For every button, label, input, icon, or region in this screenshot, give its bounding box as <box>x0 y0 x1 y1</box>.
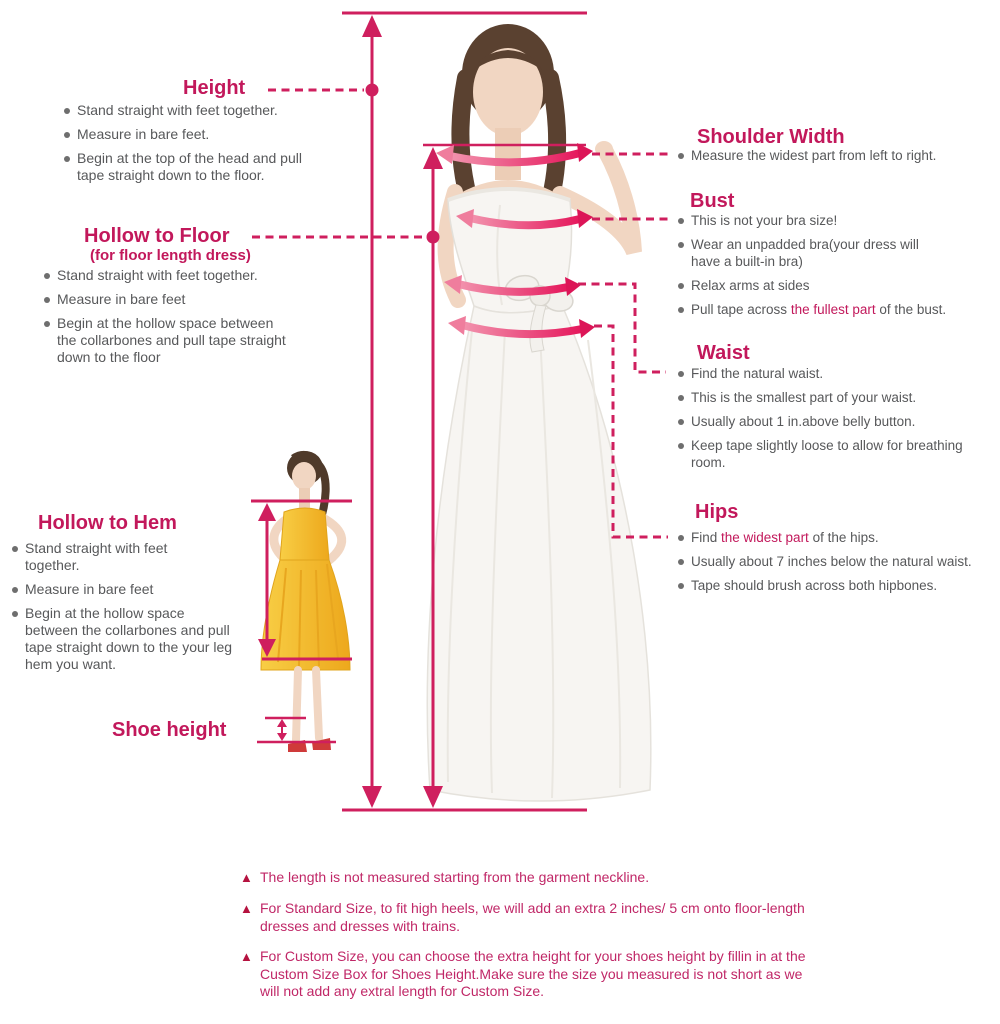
instruction-item: Relax arms at sides <box>676 277 992 294</box>
instruction-text: of the bust. <box>875 302 947 317</box>
instruction-text: of the hips. <box>808 530 879 545</box>
waist-title: Waist <box>697 342 750 364</box>
instruction-item: Tape should brush across both hipbones. <box>676 577 976 594</box>
instruction-item: Stand straight with feet together. <box>10 540 182 574</box>
warning-triangle-icon: ▲ <box>240 870 253 885</box>
bust-instructions <box>676 212 992 325</box>
instruction-item: Usually about 1 in.above belly button. <box>676 413 976 430</box>
hollow-to-floor-instructions <box>42 267 290 373</box>
instruction-text: Pull tape across <box>691 302 791 317</box>
instruction-item: This is the smallest part of your waist. <box>676 389 976 406</box>
main-model-illustration <box>427 24 651 801</box>
note-row <box>240 900 812 935</box>
instruction-item: Measure in bare feet <box>42 291 290 308</box>
instruction-text: Find <box>691 530 722 545</box>
warning-triangle-icon: ▲ <box>240 901 253 916</box>
note-text: The length is not measured starting from the garment neckline. <box>260 869 650 885</box>
instruction-item: Measure in bare feet <box>10 581 182 598</box>
waist-instructions <box>676 365 976 478</box>
note-row <box>240 948 812 1001</box>
shoulder-width-instructions <box>676 147 986 171</box>
instruction-item: Usually about 7 inches below the natural waist. <box>676 553 976 570</box>
instruction-item: Measure the widest part from left to right. <box>676 147 986 164</box>
instruction-item: Find the natural waist. <box>676 365 976 382</box>
hips-title: Hips <box>695 501 739 523</box>
instruction-item: This is not your bra size! <box>676 212 992 229</box>
instruction-item: Stand straight with feet together. <box>42 267 290 284</box>
instruction-item: Begin at the top of the head and pull tape straight down to the floor. <box>62 150 312 184</box>
bust-title: Bust <box>690 190 735 212</box>
shoulder-width-title: Shoulder Width <box>697 126 845 148</box>
note-text: For Standard Size, to fit high heels, we will add an extra 2 inches/ 5 cm onto floor-length dresses and dresses with trains. <box>260 900 805 934</box>
instruction-item <box>676 529 976 546</box>
height-title: Height <box>183 77 246 99</box>
hollow-to-hem-instructions <box>10 540 245 680</box>
highlighted-text: the widest part <box>721 530 809 545</box>
height-instructions <box>62 102 312 191</box>
shoe-height-title: Shoe height <box>112 719 227 741</box>
instruction-item: Measure in bare feet. <box>62 126 312 143</box>
instruction-item: Begin at the hollow space between the collarbones and pull tape straight down to the floor <box>42 315 290 366</box>
instruction-item: Stand straight with feet together. <box>62 102 312 119</box>
instruction-item: Begin at the hollow space between the collarbones and pull tape straight down to the your leg hem you want. <box>10 605 238 673</box>
hollow-to-hem-title: Hollow to Hem <box>38 512 177 534</box>
hollow-to-floor-title: Hollow to Floor <box>84 225 230 247</box>
instruction-item: Wear an unpadded bra(your dress will have a built-in bra) <box>676 236 938 270</box>
hips-instructions <box>676 529 976 601</box>
notes-section <box>240 869 812 1014</box>
warning-triangle-icon: ▲ <box>240 949 253 964</box>
note-text: For Custom Size, you can choose the extra height for your shoes height by fillin in at the Custom Size Box for Shoes Height.Make sure the size you measured is not short as we will not add any extral length for Custom Size. <box>260 948 806 999</box>
highlighted-text: the fullest part <box>790 302 876 317</box>
hollow-to-floor-subtitle: (for floor length dress) <box>90 247 251 264</box>
small-model-illustration <box>261 451 350 752</box>
note-row <box>240 869 812 887</box>
instruction-item <box>676 301 992 318</box>
instruction-item: Keep tape slightly loose to allow for breathing room. <box>676 437 976 471</box>
